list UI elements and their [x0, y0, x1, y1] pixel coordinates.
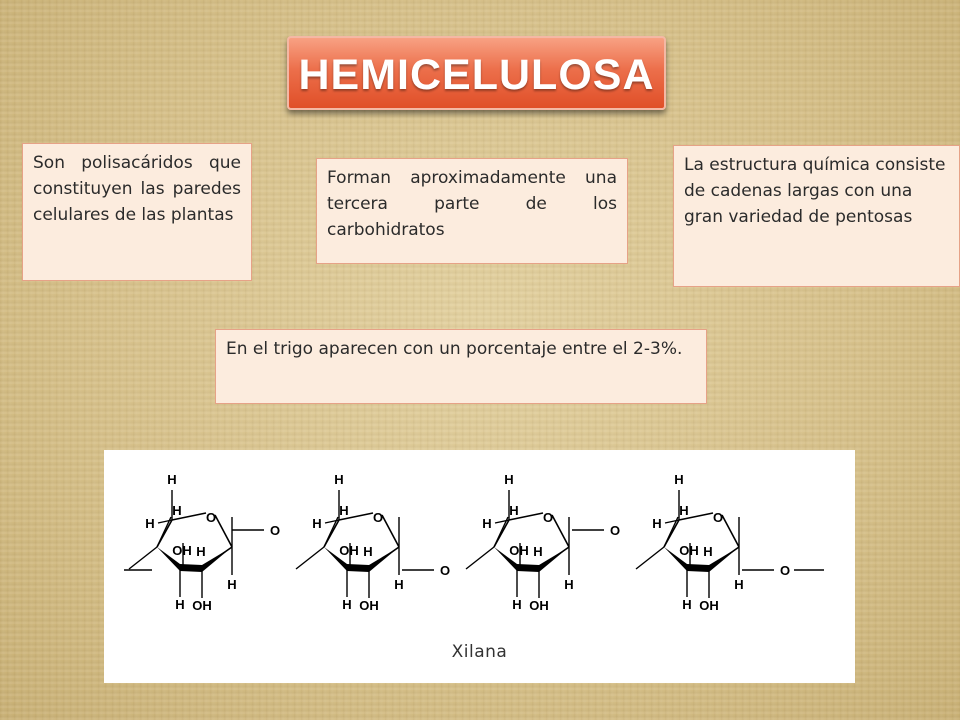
hydrogen-label: H: [334, 472, 344, 487]
hydroxyl-label: OH: [679, 543, 699, 558]
hydroxyl-label: OH: [699, 598, 719, 613]
hydroxyl-label: OH: [359, 598, 379, 613]
hydrogen-label: H: [342, 597, 352, 612]
hydrogen-label: H: [227, 577, 237, 592]
hydrogen-label: H: [482, 516, 492, 531]
ring-oxygen-label: O: [712, 510, 724, 525]
slide-title: HEMICELULOSA: [287, 36, 666, 110]
hydrogen-label: H: [512, 597, 522, 612]
glycosidic-oxygen-label: O: [269, 523, 281, 538]
ring-oxygen-label: O: [372, 510, 384, 525]
substituent-bond: [636, 547, 664, 569]
hydrogen-label: H: [312, 516, 322, 531]
glycosidic-oxygen-label: O: [779, 563, 791, 578]
hydrogen-label: H: [196, 544, 206, 559]
proportion-textbox: Forman aproximadamente una tercera parte de los carbohidratos: [316, 158, 628, 264]
hydrogen-label: H: [394, 577, 404, 592]
ring-oxygen-label: O: [205, 510, 217, 525]
hydrogen-label: H: [145, 516, 155, 531]
figure-caption: Xilana: [451, 642, 508, 662]
hydrogen-label: H: [734, 577, 744, 592]
hydrogen-label: H: [175, 597, 185, 612]
hydroxyl-label: OH: [172, 543, 192, 558]
substituent-bond: [466, 547, 494, 569]
hydrogen-label: H: [533, 544, 543, 559]
glycosidic-oxygen-label: O: [609, 523, 621, 538]
bold-bond: [369, 547, 399, 572]
definition-textbox: Son polisacáridos que constituyen las paredes celulares de las plantas: [22, 143, 252, 281]
glycosidic-oxygen-label: O: [439, 563, 451, 578]
hydrogen-label: H: [504, 472, 514, 487]
hydrogen-label: H: [339, 503, 349, 518]
hydrogen-label: H: [674, 472, 684, 487]
hydrogen-label: H: [679, 503, 689, 518]
substituent-bond: [129, 547, 157, 569]
ring-bond: [215, 515, 232, 547]
bold-bond: [202, 547, 232, 572]
bold-bond: [687, 564, 709, 572]
hydrogen-label: H: [363, 544, 373, 559]
hydrogen-label: H: [509, 503, 519, 518]
ring-bond: [722, 515, 739, 547]
hydrogen-label: H: [652, 516, 662, 531]
hydroxyl-label: OH: [192, 598, 212, 613]
hydrogen-label: H: [172, 503, 182, 518]
hydrogen-label: H: [564, 577, 574, 592]
hydroxyl-label: OH: [339, 543, 359, 558]
substituent-bond: [296, 547, 324, 569]
ring-oxygen-label: O: [542, 510, 554, 525]
xylan-structure-figure: [104, 450, 855, 683]
ring-bond: [382, 515, 399, 547]
hydroxyl-label: OH: [509, 543, 529, 558]
ring-bond: [552, 515, 569, 547]
hydroxyl-label: OH: [529, 598, 549, 613]
hydrogen-label: H: [167, 472, 177, 487]
bold-bond: [539, 547, 569, 572]
bold-bond: [517, 564, 539, 572]
hydrogen-label: H: [703, 544, 713, 559]
hydrogen-label: H: [682, 597, 692, 612]
bold-bond: [347, 564, 369, 572]
xylan-chain-diagram: [104, 450, 855, 640]
bold-bond: [709, 547, 739, 572]
bold-bond: [180, 564, 202, 572]
structure-textbox: La estructura química consiste de cadenas largas con una gran variedad de pentosas: [673, 145, 960, 287]
wheat-percentage-textbox: En el trigo aparecen con un porcentaje entre el 2-3%.: [215, 329, 707, 404]
